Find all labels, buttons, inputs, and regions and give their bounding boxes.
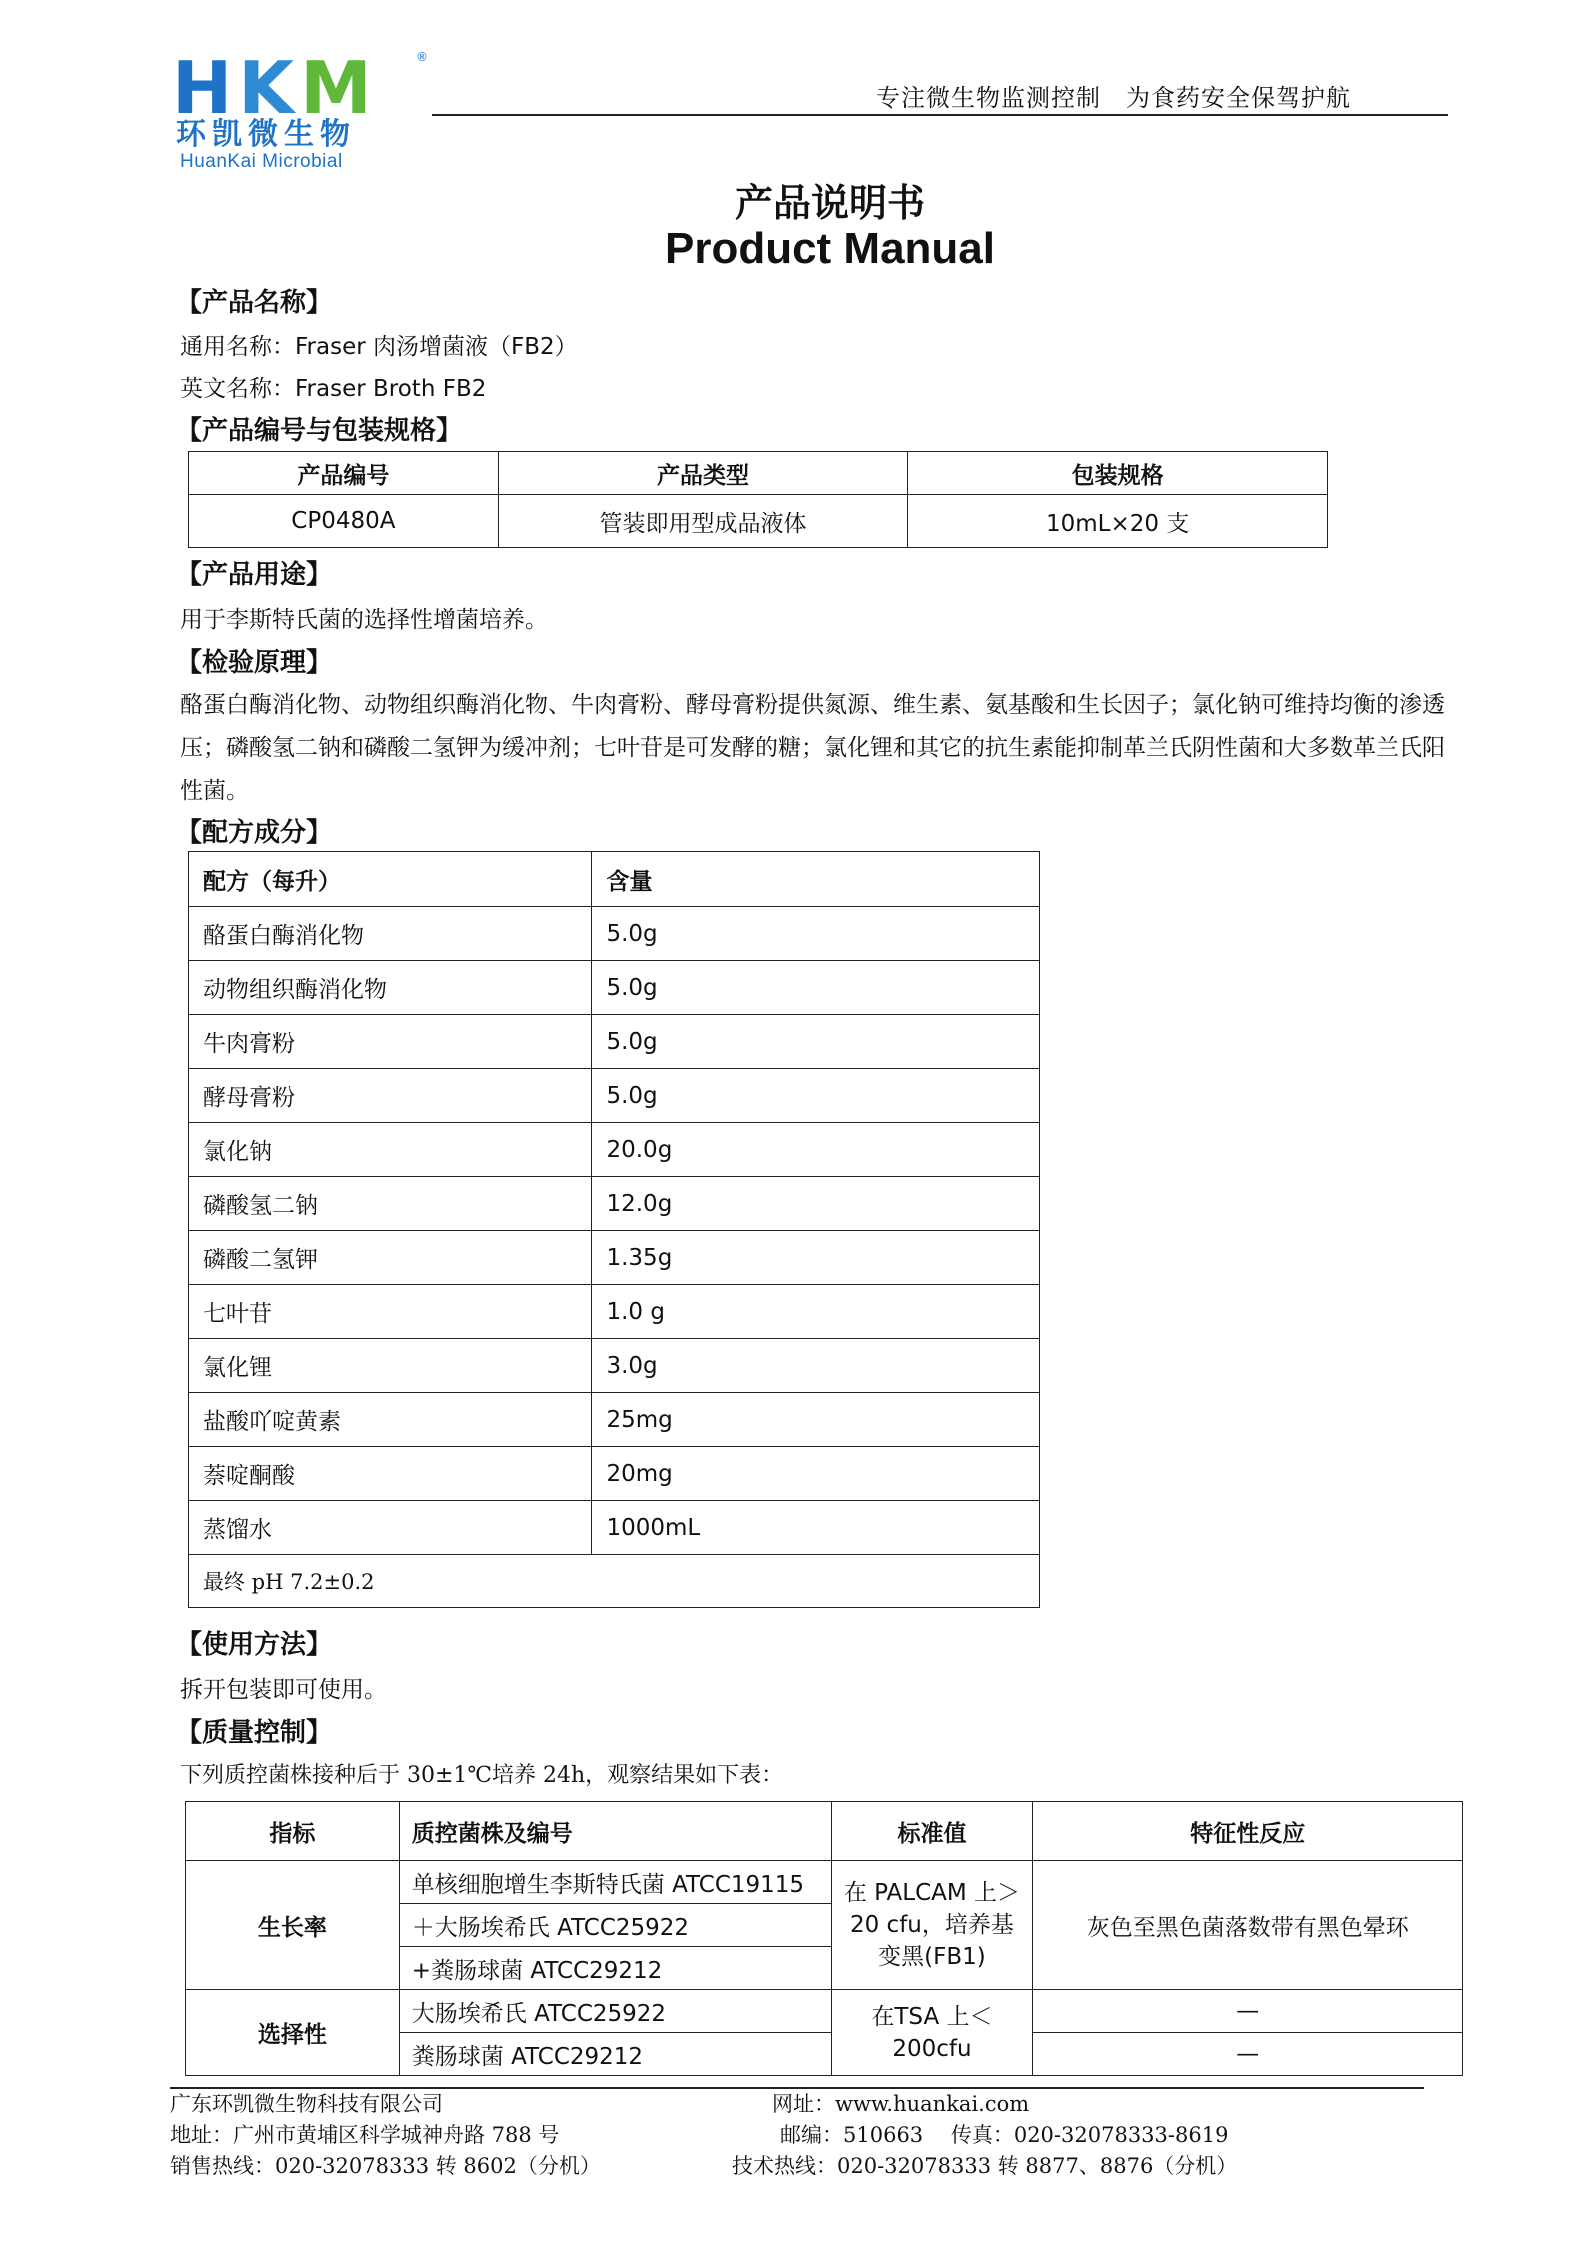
ingredient-cell: 盐酸吖啶黄素 — [189, 1393, 592, 1447]
table-row — [189, 1015, 1040, 1069]
table-row — [186, 1990, 1463, 2033]
strain-cell: 粪肠球菌 ATCC29212 — [399, 2033, 831, 2076]
strain-cell: 单核细胞增生李斯特氏菌 ATCC19115 — [399, 1861, 831, 1904]
amount-cell: 5.0g — [592, 961, 1040, 1015]
table-row — [189, 1555, 1040, 1608]
growth-reaction-cell: 灰色至黑色菌落数带有黑色晕环 — [1033, 1861, 1463, 1990]
section-heading-formula: 【配方成分】 — [176, 818, 333, 848]
table-row — [189, 1123, 1040, 1177]
table-row — [189, 1501, 1040, 1555]
section-heading-principle: 【检验原理】 — [176, 648, 333, 678]
formula-table — [188, 851, 1040, 1608]
ingredient-cell: 氯化钠 — [189, 1123, 592, 1177]
footer-postcode-fax: 邮编：510663 传真：020-32078333-8619 — [780, 2123, 1229, 2147]
table-row — [189, 1447, 1040, 1501]
table-header-row — [189, 852, 1040, 907]
english-name: 英文名称：Fraser Broth FB2 — [180, 376, 487, 402]
quality-control-table — [185, 1801, 1463, 2076]
page-title-chinese: 产品说明书 — [734, 181, 925, 225]
amount-cell: 12.0g — [592, 1177, 1040, 1231]
selectivity-reaction-cell: — — [1033, 2033, 1463, 2076]
amount-cell: 5.0g — [592, 907, 1040, 961]
amount-cell: 20mg — [592, 1447, 1040, 1501]
table-row — [189, 907, 1040, 961]
footer-address: 地址：广州市黄埔区科学城神舟路 788 号 — [170, 2123, 560, 2147]
packaging-table — [188, 451, 1328, 548]
section-heading-product-name: 【产品名称】 — [176, 288, 333, 318]
method-text: 拆开包装即可使用。 — [180, 1677, 387, 1703]
table-header-cell: 配方（每升） — [189, 852, 592, 907]
table-row — [189, 1069, 1040, 1123]
ingredient-cell: 磷酸二氢钾 — [189, 1231, 592, 1285]
table-header-cell: 产品编号 — [189, 452, 499, 495]
strain-cell: ＋大肠埃希氏 ATCC25922 — [399, 1904, 831, 1947]
amount-cell: 20.0g — [592, 1123, 1040, 1177]
logo-registered-mark: ® — [416, 50, 428, 64]
amount-cell: 1.0 g — [592, 1285, 1040, 1339]
table-row — [189, 1177, 1040, 1231]
section-heading-quality-control: 【质量控制】 — [176, 1718, 333, 1748]
common-name: 通用名称：Fraser 肉汤增菌液（FB2） — [180, 334, 578, 360]
ingredient-cell: 氯化锂 — [189, 1339, 592, 1393]
table-row — [189, 1339, 1040, 1393]
table-row — [189, 1231, 1040, 1285]
logo-english-name: HuanKai Microbial — [180, 151, 343, 172]
principle-text: 酪蛋白酶消化物、动物组织酶消化物、牛肉膏粉、酵母膏粉提供氮源、维生素、氨基酸和生长因子；氯化钠可维持均衡的渗透压；磷酸氢二钠和磷酸二氢钾为缓冲剂；七叶苷是可发酵的糖；氯化锂和其它的抗生素能抑制革兰氏阴性菌和大多数革兰氏阳性菌。 — [180, 692, 1445, 804]
product-code-cell: CP0480A — [189, 495, 499, 548]
amount-cell: 25mg — [592, 1393, 1040, 1447]
amount-cell: 5.0g — [592, 1069, 1040, 1123]
amount-cell: 1.35g — [592, 1231, 1040, 1285]
page-title-english: Product Manual — [664, 224, 996, 273]
ingredient-cell: 磷酸氢二钠 — [189, 1177, 592, 1231]
table-header-cell: 含量 — [592, 852, 1040, 907]
table-header-row — [189, 452, 1328, 495]
table-header-row — [186, 1802, 1463, 1861]
amount-cell: 1000mL — [592, 1501, 1040, 1555]
section-heading-usage: 【产品用途】 — [176, 560, 333, 590]
qc-intro: 下列质控菌株接种后于 30±1℃培养 24h，观察结果如下表： — [180, 1763, 784, 1788]
package-spec-cell: 10mL×20 支 — [908, 495, 1328, 548]
ingredient-cell: 动物组织酶消化物 — [189, 961, 592, 1015]
footer-sales-hotline: 销售热线：020-32078333 转 8602（分机） — [170, 2154, 601, 2178]
footer-company: 广东环凯微生物科技有限公司 — [170, 2092, 443, 2116]
logo-chinese-name: 环凯微生物 — [176, 117, 356, 152]
ingredient-cell: 酵母膏粉 — [189, 1069, 592, 1123]
table-row — [189, 961, 1040, 1015]
table-header-cell: 特征性反应 — [1033, 1802, 1463, 1861]
selectivity-label: 选择性 — [186, 1990, 400, 2076]
table-row — [189, 1393, 1040, 1447]
strain-cell: 大肠埃希氏 ATCC25922 — [399, 1990, 831, 2033]
strain-cell: +粪肠球菌 ATCC29212 — [399, 1947, 831, 1990]
company-logo — [172, 46, 432, 172]
growth-standard-cell: 在 PALCAM 上＞20 cfu，培养基变黑(FB1) — [831, 1861, 1033, 1990]
table-row — [189, 495, 1328, 548]
amount-cell: 5.0g — [592, 1015, 1040, 1069]
table-header-cell: 指标 — [186, 1802, 400, 1861]
table-header-cell: 标准值 — [831, 1802, 1033, 1861]
amount-cell: 3.0g — [592, 1339, 1040, 1393]
footer-website: 网址：www.huankai.com — [772, 2092, 1030, 2116]
section-heading-method: 【使用方法】 — [176, 1630, 333, 1660]
table-header-cell: 质控菌株及编号 — [399, 1802, 831, 1861]
header-divider — [432, 114, 1448, 116]
logo-letters: HKM — [172, 46, 378, 130]
table-row — [186, 1861, 1463, 1904]
footer-tech-hotline: 技术热线：020-32078333 转 8877、8876（分机） — [732, 2154, 1238, 2178]
table-header-cell: 产品类型 — [498, 452, 908, 495]
ingredient-cell: 七叶苷 — [189, 1285, 592, 1339]
header-slogan: 专注微生物监测控制 为食药安全保驾护航 — [876, 84, 1351, 112]
section-heading-packaging: 【产品编号与包装规格】 — [176, 416, 463, 446]
selectivity-reaction-cell: — — [1033, 1990, 1463, 2033]
usage-text: 用于李斯特氏菌的选择性增菌培养。 — [180, 607, 548, 633]
ingredient-cell: 萘啶酮酸 — [189, 1447, 592, 1501]
footer-divider — [170, 2087, 1424, 2089]
final-ph-cell: 最终 pH 7.2±0.2 — [189, 1555, 1040, 1608]
table-row — [189, 1285, 1040, 1339]
ingredient-cell: 牛肉膏粉 — [189, 1015, 592, 1069]
table-header-cell: 包装规格 — [908, 452, 1328, 495]
ingredient-cell: 蒸馏水 — [189, 1501, 592, 1555]
ingredient-cell: 酪蛋白酶消化物 — [189, 907, 592, 961]
product-type-cell: 管装即用型成品液体 — [498, 495, 908, 548]
growth-rate-label: 生长率 — [186, 1861, 400, 1990]
selectivity-standard-cell: 在TSA 上＜200cfu — [831, 1990, 1033, 2076]
